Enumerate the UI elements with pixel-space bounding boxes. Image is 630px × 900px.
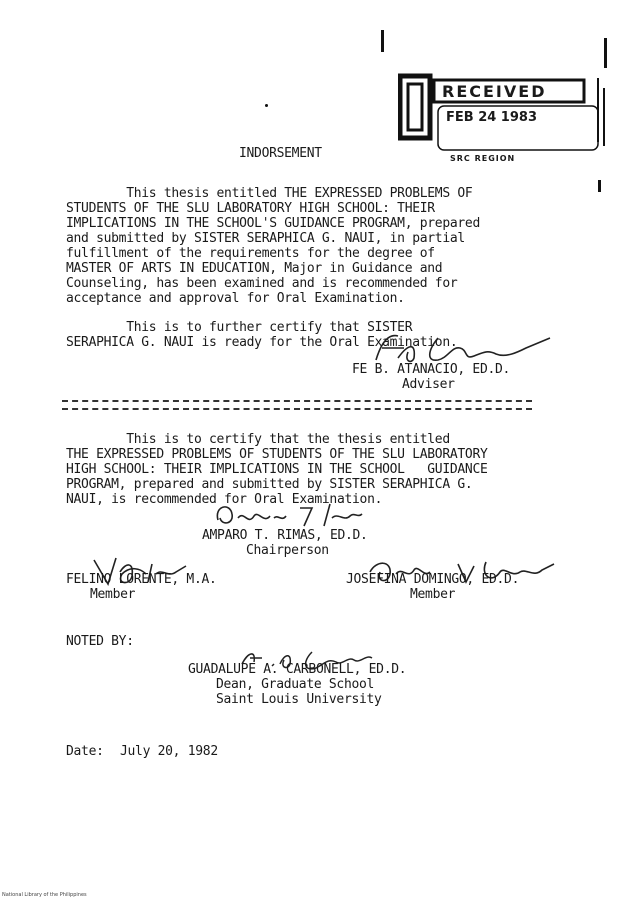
stamp-office: SRC REGION: [450, 154, 516, 163]
member2-name: JOSEFINA DOMINGO, ED.D.: [346, 572, 520, 587]
page-title: INDORSEMENT: [239, 146, 322, 161]
scan-mark: [265, 104, 268, 107]
paragraph-line: MASTER OF ARTS IN EDUCATION, Major in Guidance and: [66, 261, 443, 276]
dean-name: GUADALUPE A. CARBONELL, ED.D.: [188, 662, 407, 677]
dean-title: Dean, Graduate School: [216, 677, 375, 692]
paragraph-line: SERAPHICA G. NAUI is ready for the Oral Examination.: [66, 335, 458, 350]
adviser-title: Adviser: [402, 377, 455, 392]
chairperson-name: AMPARO T. RIMAS, ED.D.: [202, 528, 368, 543]
chairperson-title: Chairperson: [246, 543, 329, 558]
paragraph-line: PROGRAM, prepared and submitted by SISTER SERAPHICA G.: [66, 477, 473, 492]
member2-title: Member: [410, 587, 456, 602]
noted-by-label: NOTED BY:: [66, 634, 134, 649]
paragraph-line: NAUI, is recommended for Oral Examination.: [66, 492, 383, 507]
stamp-text: RECEIVED: [442, 82, 547, 101]
scan-mark: [381, 30, 384, 52]
date-label: Date:: [66, 744, 104, 759]
member1-name: FELINO LORENTE, M.A.: [66, 572, 217, 587]
paragraph-line: THE EXPRESSED PROBLEMS OF STUDENTS OF THE SLU LABORATORY: [66, 447, 488, 462]
paragraph-line: STUDENTS OF THE SLU LABORATORY HIGH SCHOOL: THEIR: [66, 201, 435, 216]
paragraph-line: IMPLICATIONS IN THE SCHOOL'S GUIDANCE PROGRAM, prepared: [66, 216, 480, 231]
paragraph-line: acceptance and approval for Oral Examination.: [66, 291, 405, 306]
paragraph-line: This is to further certify that SISTER: [66, 320, 413, 335]
section-divider: [62, 400, 532, 410]
paragraph-line: This is to certify that the thesis entitled: [66, 432, 450, 447]
date-value: July 20, 1982: [120, 744, 218, 759]
stamp-date: FEB 24 1983: [446, 110, 537, 125]
paragraph-line: fulfillment of the requirements for the degree of: [66, 246, 435, 261]
paragraph-line: HIGH SCHOOL: THEIR IMPLICATIONS IN THE SCHOOL GUIDANCE: [66, 462, 488, 477]
received-stamp: [398, 62, 620, 170]
scan-mark: [598, 180, 601, 192]
dean-institution: Saint Louis University: [216, 692, 382, 707]
member1-title: Member: [90, 587, 136, 602]
paragraph-line: Counseling, has been examined and is recommended for: [66, 276, 458, 291]
footer-note: National Library of the Philippines: [2, 892, 87, 898]
paragraph-line: This thesis entitled THE EXPRESSED PROBLEMS OF: [66, 186, 473, 201]
paragraph-line: and submitted by SISTER SERAPHICA G. NAUI, in partial: [66, 231, 465, 246]
adviser-name: FE B. ATANACIO, ED.D.: [352, 362, 511, 377]
